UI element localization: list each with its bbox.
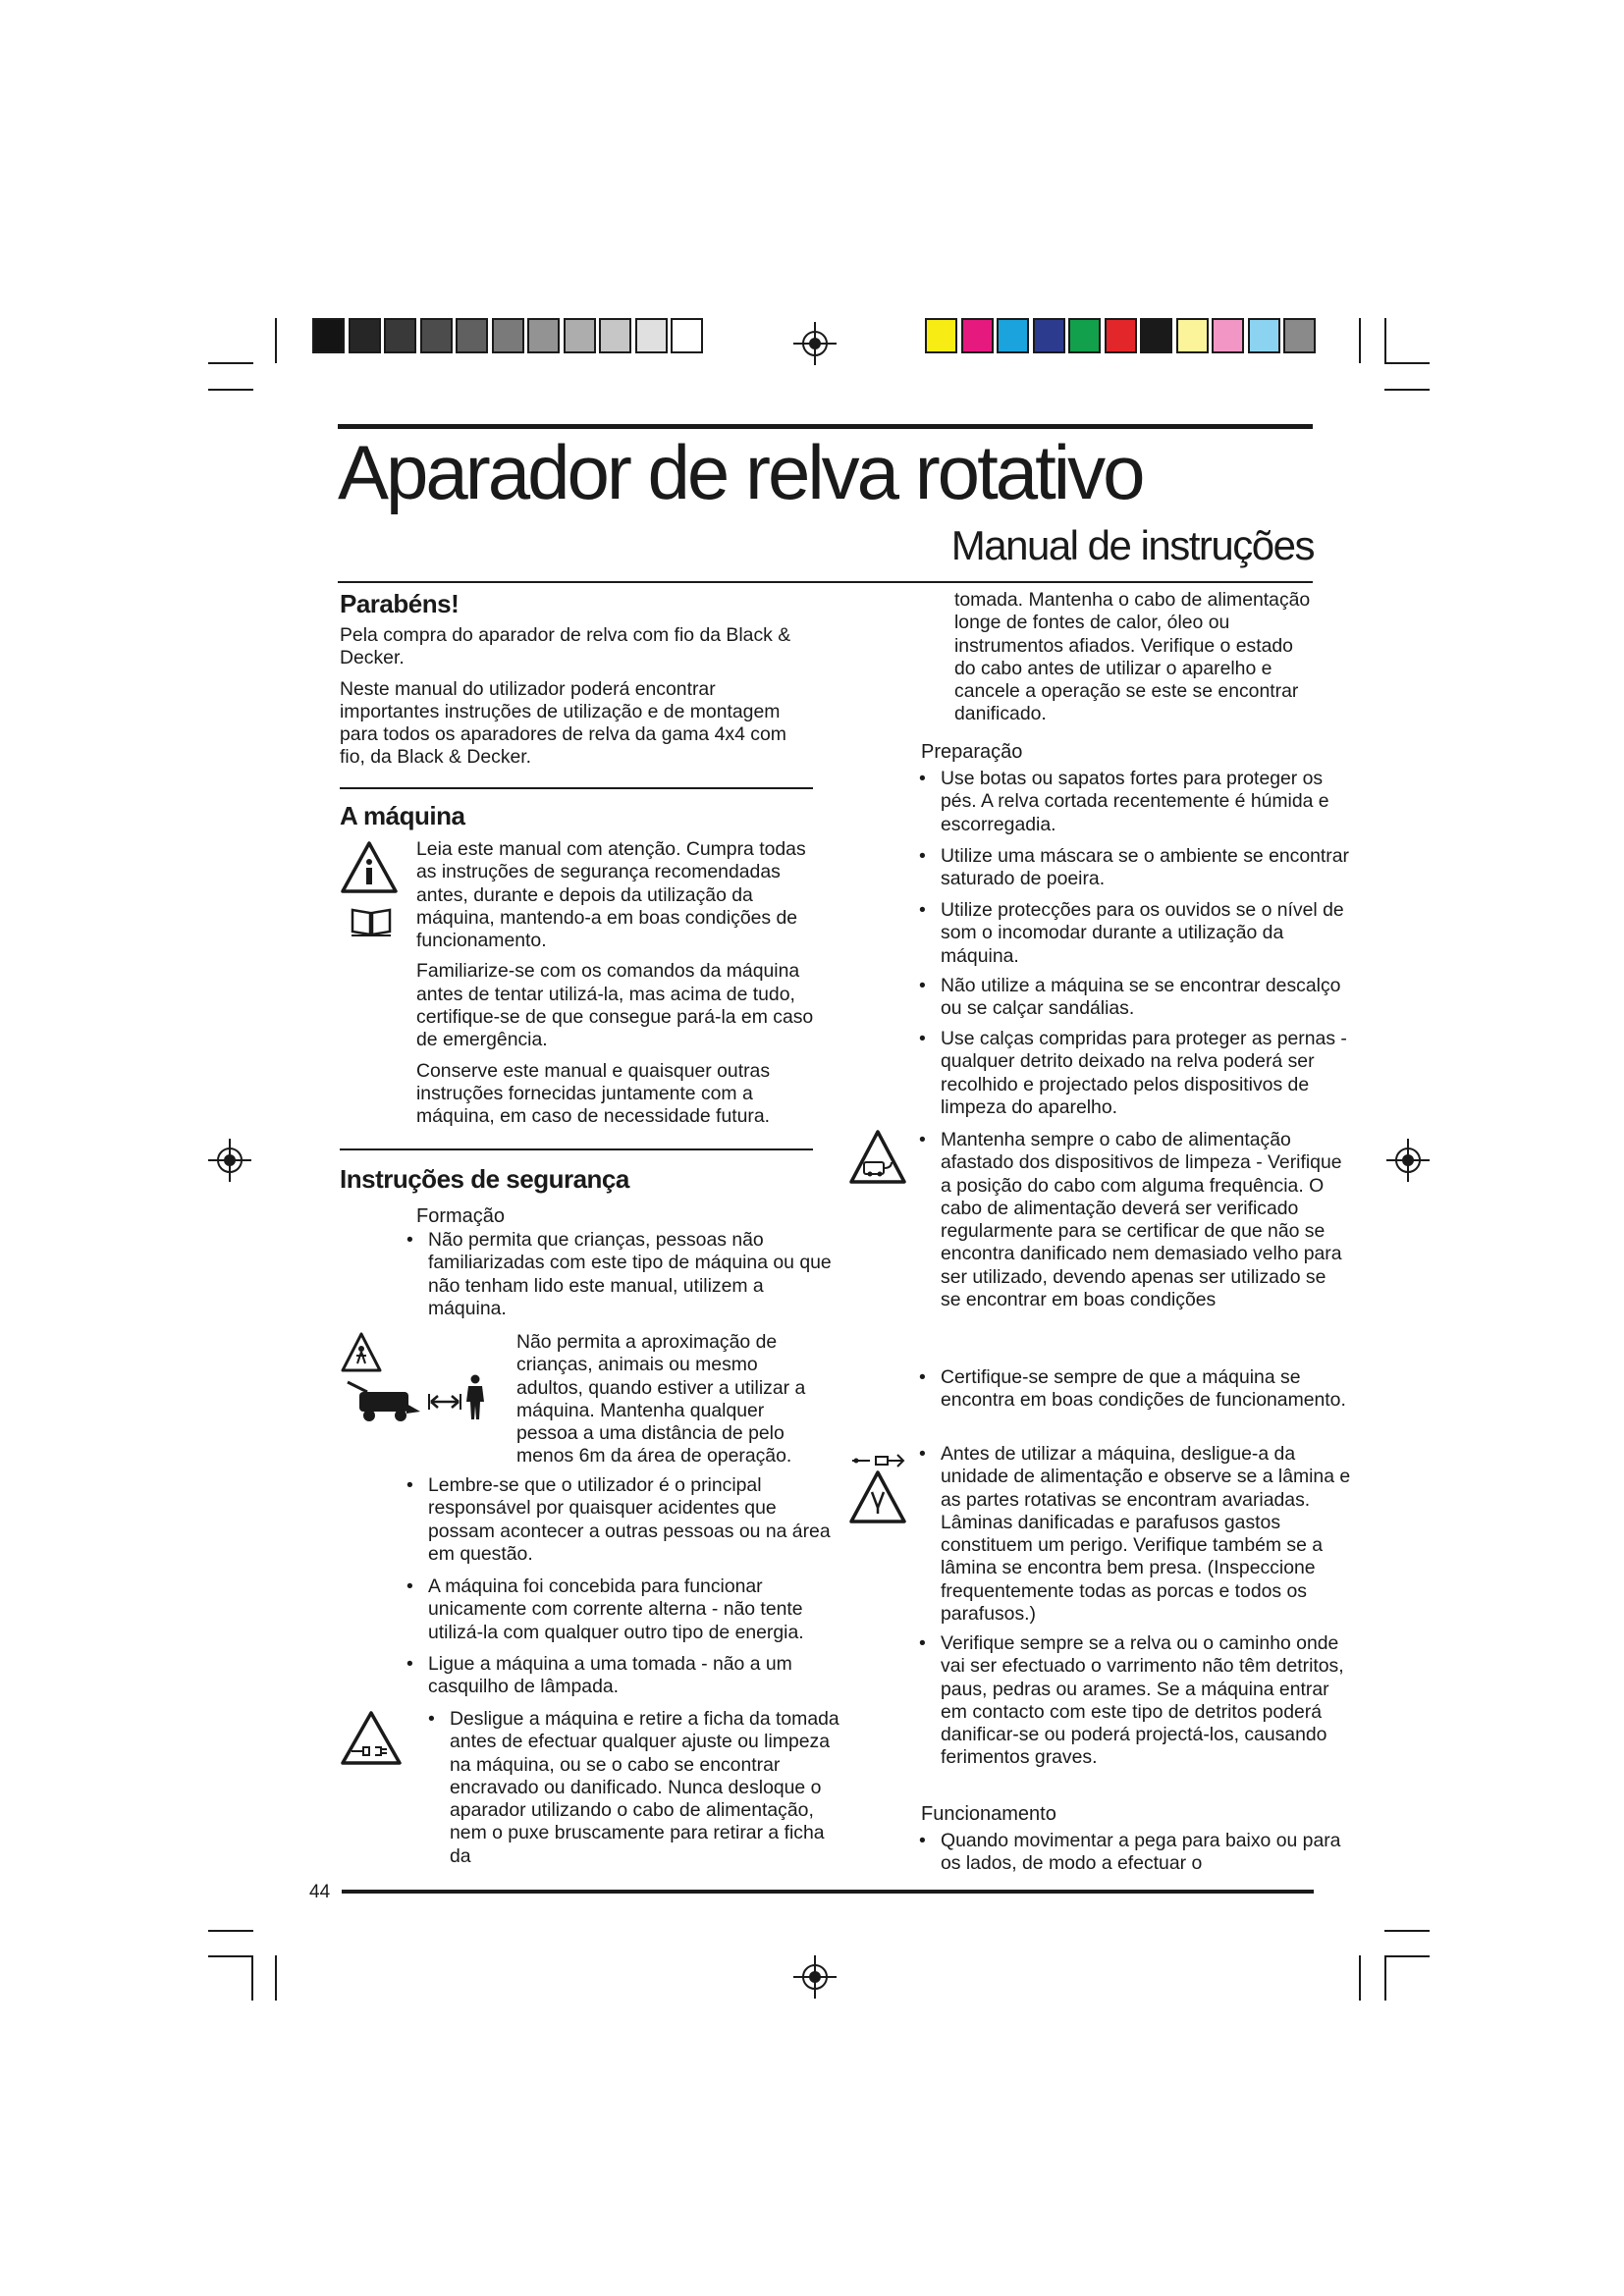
color-swatch <box>1068 318 1101 353</box>
color-swatch <box>1105 318 1137 353</box>
list-item: • Desligue a máquina e retire a ficha da tomada antes de efectuar qualquer ajuste ou limpeza na máquina, ou se o cabo se encontrar encravado ou danificado. Nunca desloque o aparador utilizando o cabo de alimentação, nem o puxe bruscamente para retirar a ficha da <box>428 1708 839 1867</box>
list-item: • Mantenha sempre o cabo de alimentação afastado dos dispositivos de limpeza - Verifique a posição do cabo com alguma frequência. O cabo de alimentação deverá ser verificado regularmente para se certificar de que não se encontra danificado nem demasiado velho para ser utilizado, devendo apenas ser utilizado se se encontrar em boas condições <box>919 1129 1342 1311</box>
paragraph: Não permita a aproximação de crianças, animais ou mesmo adultos, quando estiver a utilizar a máquina. Mantenha qualquer pessoa a uma distância de pelo menos 6m da área de operação. <box>516 1331 806 1468</box>
color-swatch <box>527 318 560 353</box>
crop-mark <box>1384 389 1430 391</box>
crop-mark <box>208 389 253 391</box>
color-swatch <box>492 318 524 353</box>
color-swatch <box>997 318 1029 353</box>
list-item: • Utilize uma máscara se o ambiente se encontrar saturado de poeira. <box>919 845 1350 890</box>
mower-icon <box>346 1378 424 1423</box>
distance-text <box>516 1331 811 1476</box>
subtitle-rule <box>338 581 1313 583</box>
book-icon <box>350 905 393 938</box>
section-heading-parabens: Parabéns! <box>340 589 460 618</box>
section-divider <box>340 1148 813 1150</box>
subheading-formacao: Formação <box>416 1205 506 1227</box>
blade-warning-icon <box>848 1443 907 1525</box>
section-heading-maquina: A máquina <box>340 801 465 830</box>
list-item: • Não utilize a máquina se se encontrar descalço ou se calçar sandálias. <box>919 975 1341 1020</box>
registration-target-icon <box>793 1955 837 1999</box>
color-swatch <box>1248 318 1280 353</box>
maquina-text <box>416 838 815 1137</box>
continued-text <box>954 589 1318 734</box>
paragraph: Leia este manual com atenção. Cumpra todas as instruções de segurança recomendadas antes, durante e depois da utilização da máquina, mantendo-a em boas condições de funcionamento. <box>416 838 806 952</box>
paragraph: Neste manual do utilizador poderá encontrar importantes instruções de utilização e de montagem para todos os aparadores de relva da gama 4x4 com fio, da Black & Decker. <box>340 677 786 769</box>
list-item: • Antes de utilizar a máquina, desligue-a da unidade de alimentação e observe se a lâmina e as partes rotativas se encontram avariadas. Lâminas danificadas e parafusos gastos constituem um perigo. Verifique também se a lâmina se encontra bem presa. (Inspeccione frequentemente todas as porcas e todos os parafusos.) <box>919 1443 1351 1626</box>
footer-rule <box>342 1890 1314 1894</box>
subheading-funcionamento: Funcionamento <box>921 1803 1056 1825</box>
list-item: • Lembre-se que o utilizador é o principal responsável por quaisquer acidentes que possam acontecer a outras pessoas ou na área em questão. <box>406 1474 831 1565</box>
color-swatch <box>1212 318 1244 353</box>
page-title: Aparador de relva rotativo <box>338 429 1143 515</box>
crop-mark <box>1359 1955 1361 2001</box>
color-swatch <box>1033 318 1065 353</box>
list-item: • Ligue a máquina a uma tomada - não a um casquilho de lâmpada. <box>406 1653 792 1698</box>
unplug-warning-icon <box>340 1710 403 1767</box>
paragraph: tomada. Mantenha o cabo de alimentação longe de fontes de calor, óleo ou instrumentos afiados. Verifique o estado do cabo antes de utilizar o aparelho e cancele a operação se este se encontrar danificado. <box>954 589 1311 725</box>
list-item: • Certifique-se sempre de que a máquina se encontra em boas condições de funcionamento. <box>919 1366 1346 1412</box>
list-item: • Verifique sempre se a relva ou o caminho onde vai ser efectuado o varrimento não têm detritos, paus, pedras ou arames. Se a máquina entrar em contacto com este tipo de detritos poderá danificar-se ou poderá projectá-los, causando ferimentos graves. <box>919 1632 1344 1769</box>
page-number: 44 <box>309 1882 331 1902</box>
color-swatch <box>1283 318 1316 353</box>
color-swatch <box>456 318 488 353</box>
crop-mark <box>208 1955 253 1957</box>
color-swatch <box>635 318 668 353</box>
crop-mark <box>1384 362 1430 364</box>
list-item: • Use botas ou sapatos fortes para proteger os pés. A relva cortada recentemente é húmida e escorregadia. <box>919 768 1329 835</box>
person-icon <box>463 1374 487 1421</box>
color-swatch <box>349 318 381 353</box>
info-warning-icon <box>340 840 399 895</box>
list-item: • Não permita que crianças, pessoas não familiarizadas com este tipo de máquina ou que não tenham lido este manual, utilizem a máquina. <box>406 1229 832 1319</box>
crop-mark <box>1384 1955 1386 2001</box>
color-swatch <box>961 318 994 353</box>
paragraph: Conserve este manual e quaisquer outras instruções fornecidas juntamente com a máquina, em caso de necessidade futura. <box>416 1059 771 1128</box>
paragraph: Pela compra do aparador de relva com fio da Black & Decker. <box>340 624 791 669</box>
color-swatch <box>420 318 453 353</box>
crop-mark <box>1384 1955 1430 1957</box>
section-heading-seguranca: Instruções de segurança <box>340 1164 629 1194</box>
cable-warning-icon <box>848 1129 907 1186</box>
section-divider <box>340 787 813 789</box>
crop-mark <box>251 1955 253 2001</box>
parabens-text <box>340 624 815 777</box>
list-item: • Use calças compridas para proteger as pernas - qualquer detrito deixado na relva poderá ser recolhido e projectado pelos dispositivos de limpeza do aparelho. <box>919 1028 1347 1118</box>
distance-arrow-icon <box>428 1392 461 1412</box>
color-swatch <box>599 318 631 353</box>
color-swatch <box>925 318 957 353</box>
color-swatch <box>384 318 416 353</box>
crop-mark <box>1384 318 1386 363</box>
crop-mark <box>208 1930 253 1932</box>
page-subtitle: Manual de instruções <box>950 522 1314 568</box>
color-swatch <box>671 318 703 353</box>
list-item: • A máquina foi concebida para funcionar unicamente com corrente alterna - não tente utilizá-la com qualquer outro tipo de energia. <box>406 1575 804 1643</box>
crop-mark <box>275 1955 277 2001</box>
list-item: • Utilize protecções para os ouvidos se o nível de som o incomodar durante a utilização da máquina. <box>919 899 1344 967</box>
keep-away-warning-icon <box>340 1331 383 1374</box>
crop-mark <box>275 318 277 363</box>
subheading-preparacao: Preparação <box>921 741 1023 763</box>
list-item: • Quando movimentar a pega para baixo ou para os lados, de modo a efectuar o <box>919 1830 1341 1875</box>
crop-mark <box>1359 318 1361 363</box>
paragraph: Familiarize-se com os comandos da máquina antes de tentar utilizá-la, mas acima de tudo, certifique-se de que consegue pará-la em caso de emergência. <box>416 960 814 1051</box>
color-swatch <box>564 318 596 353</box>
registration-target-icon <box>793 322 837 365</box>
color-swatch <box>1176 318 1209 353</box>
crop-mark <box>1384 1930 1430 1932</box>
color-swatch <box>312 318 345 353</box>
color-swatch <box>1140 318 1172 353</box>
registration-target-icon <box>208 1139 251 1182</box>
crop-mark <box>208 362 253 364</box>
registration-target-icon <box>1386 1139 1430 1182</box>
